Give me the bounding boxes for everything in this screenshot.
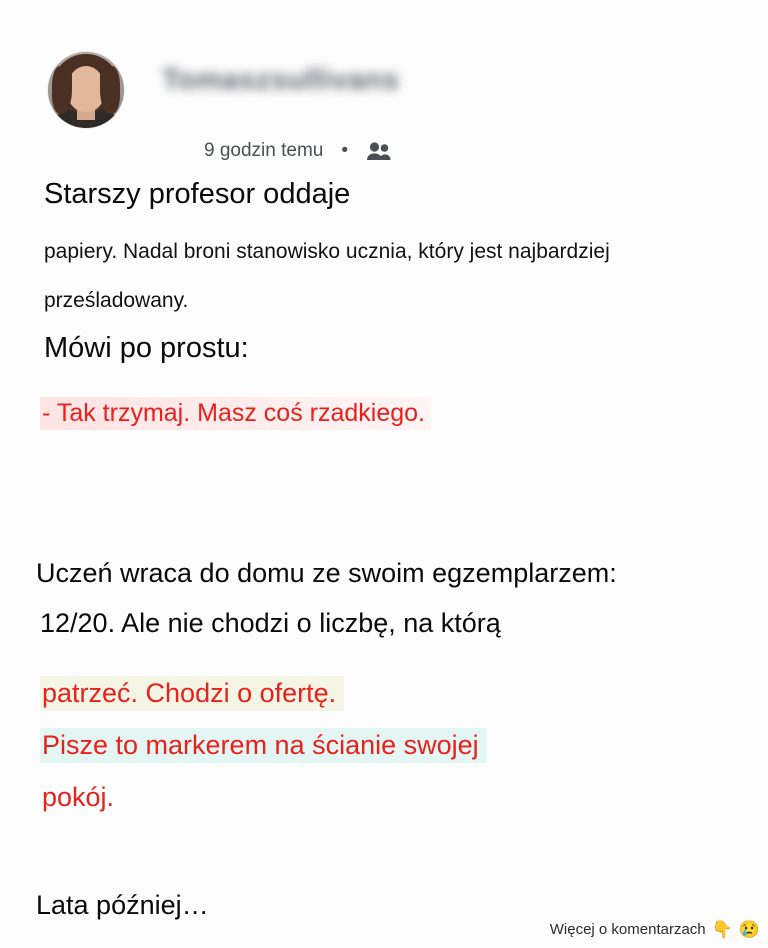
post-text-line-7: 12/20. Ale nie chodzi o liczbę, na którą (40, 608, 501, 638)
avatar[interactable] (48, 52, 124, 128)
avatar-hair-right (100, 66, 120, 114)
post-text-line-3: prześladowany. (44, 289, 189, 312)
post-text-line-9: Pisze to markerem na ścianie swojej (40, 728, 487, 763)
post-text-line-2: papiery. Nadal broni stanowisko ucznia, który jest najbardziej (44, 240, 610, 263)
post-text-line-6: Uczeń wraca do domu ze swoim egzemplarzem: (36, 558, 617, 588)
post-text-line-1: Starszy profesor oddaje (44, 178, 351, 210)
post-text-line-10: pokój. (42, 782, 115, 812)
friends-icon[interactable] (366, 141, 392, 161)
post-meta (204, 140, 392, 162)
meta-separator-dot: • (341, 140, 349, 161)
avatar-hair-left (52, 66, 72, 114)
post-author-name[interactable]: Tomaszsullivans (162, 64, 400, 96)
crying-face-icon: 😢 (738, 920, 760, 939)
pointing-down-icon: 👇 (711, 920, 733, 939)
post-timestamp[interactable]: 9 godzin temu (204, 140, 324, 161)
more-comments-label: Więcej o komentarzach (549, 921, 706, 938)
post-text-line-5: - Tak trzymaj. Masz coś rzadkiego. (40, 397, 431, 430)
post-header (48, 52, 738, 172)
post-text-line-8: patrzeć. Chodzi o ofertę. (40, 676, 344, 711)
post-text-line-11: Lata później… (36, 890, 209, 920)
post-text-line-4: Mówi po prostu: (44, 332, 249, 364)
more-comments-note[interactable] (550, 921, 760, 938)
